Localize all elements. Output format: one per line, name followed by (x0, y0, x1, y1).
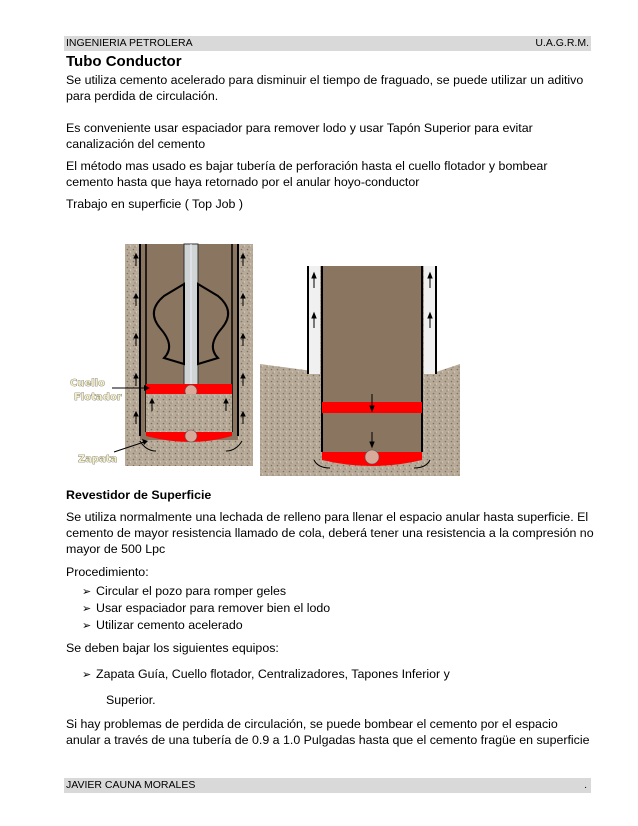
paragraph-2: Es conveniente usar espaciador para remover lodo y usar Tapón Superior para evitar canalización del cemento (66, 121, 533, 151)
label-cuello: Cuello (70, 378, 105, 389)
list-item: ➢ Usar espaciador para remover bien el lodo (82, 601, 331, 615)
section-title-tubo-conductor: Tubo Conductor (66, 53, 182, 70)
right-well-diagram (260, 266, 460, 476)
page-header (64, 36, 591, 51)
label-flotador: Flotador (74, 392, 122, 403)
paragraph-final: Si hay problemas de perdida de circulación, se puede bombear el cemento por el espacio anular a través de una tubería de 0.9 a 1.0 Pulgadas hasta que el cemento fragüe en superficie (66, 717, 590, 747)
paragraph-3: El método mas usado es bajar tubería de perforación hasta el cuello flotador y bombear cemento hasta que haya retornado por el anular hoyo-conductor (66, 159, 548, 189)
bullet-arrow-icon: ➢ (82, 620, 92, 632)
page-footer (64, 778, 591, 793)
list-item: ➢ Utilizar cemento acelerado (82, 618, 243, 632)
bullet-arrow-icon: ➢ (82, 669, 92, 681)
footer-left-text: JAVIER CAUNA MORALES (66, 779, 196, 791)
label-zapata: Zapata (78, 454, 118, 465)
left-well-diagram (125, 244, 253, 466)
bullet-arrow-icon: ➢ (82, 603, 92, 615)
list-item: ➢ Circular el pozo para romper geles (82, 584, 287, 598)
list-item: ➢ Zapata Guía, Cuello flotador, Centralizadores, Tapones Inferior y (82, 667, 450, 681)
footer-right-text: . (584, 779, 587, 791)
bullet-arrow-icon: ➢ (82, 586, 92, 598)
section-title-revestidor: Revestidor de Superficie (66, 488, 212, 502)
paragraph-4: Trabajo en superficie ( Top Job ) (66, 197, 244, 211)
list-item-continuation: Superior. (106, 693, 156, 707)
paragraph-1: Se utiliza cemento acelerado para disminuir el tiempo de fraguado, se puede utilizar un aditivo para perdida de circulación. (66, 73, 584, 103)
cementing-diagram (60, 236, 460, 476)
header-right-text: U.A.G.R.M. (535, 37, 589, 49)
header-left-text: INGENIERIA PETROLERA (66, 37, 193, 49)
paragraph-revestidor: Se utiliza normalmente una lechada de relleno para llenar el espacio anular hasta superficie. El cemento de mayor resistencia llamado de cola, deberá tener una resistencia a la compresión no mayor de 500 Lpc (66, 510, 594, 556)
paragraph-procedimiento: Procedimiento: (66, 565, 149, 579)
paragraph-equipos: Se deben bajar los siguientes equipos: (66, 641, 279, 655)
